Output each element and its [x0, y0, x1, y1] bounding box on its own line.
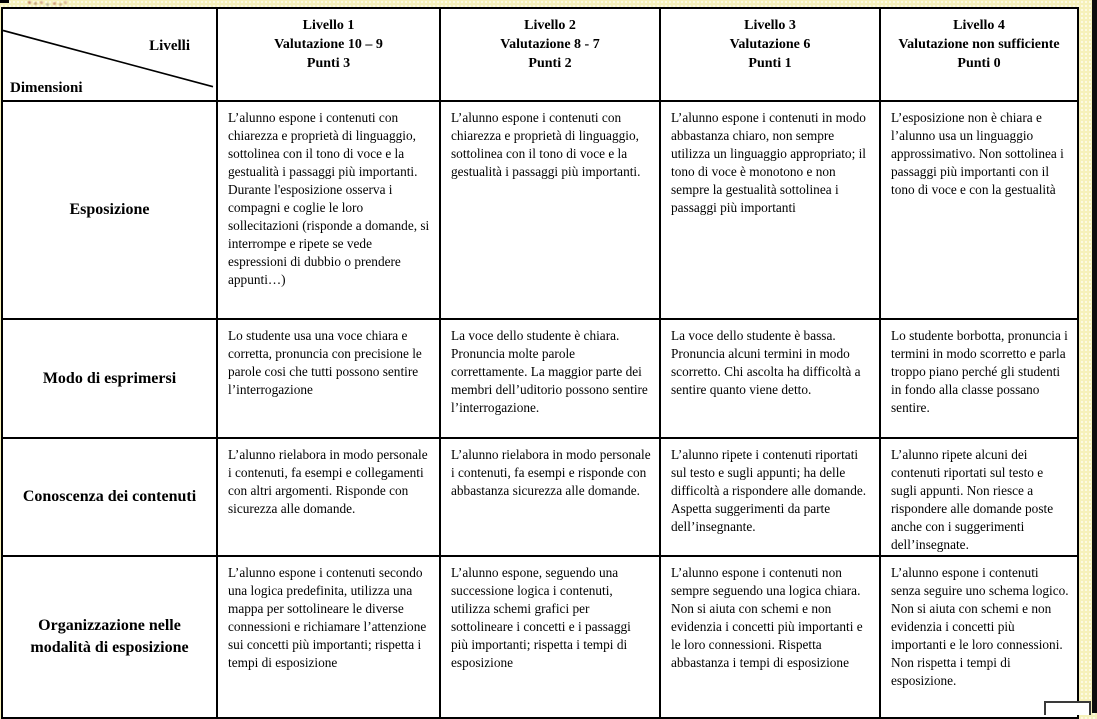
column-header-livello-2	[440, 8, 660, 101]
cell-esposizione-livello-3: L’alunno espone i contenuti in modo abbastanza chiaro, non sempre utilizza un linguaggio appropriato; il tono di voce è monotono e non sempre la gestualità sottolinea i passaggi più importanti	[660, 101, 880, 319]
page-corner-mark	[0, 0, 9, 3]
header-line: Punti 2	[528, 56, 572, 71]
cell-organizzazione-livello-4: L’alunno espone i contenuti senza seguire uno schema logico. Non si aiuta con schemi e non evidenzia i concetti più importanti e le loro connessioni. Non rispetta i tempi di esposizione.	[880, 556, 1078, 718]
header-line: Punti 3	[306, 56, 351, 71]
cell-organizzazione-livello-2: L’alunno espone, seguendo una successione logica i contenuti, utilizza schemi grafici per sottolineare i concetti e i passaggi più importanti; rispetta i tempi di esposizione	[440, 556, 660, 718]
cell-organizzazione-livello-3: L’alunno espone i contenuti non sempre seguendo una logica chiara. Non si aiuta con schemi e non evidenzia i concetti più importanti e le loro connessioni. Rispetta abbastanza i tempi di esposizione	[660, 556, 880, 718]
row-label-conoscenza: Conoscenza dei contenuti	[2, 438, 217, 556]
header-line: Punti 1	[748, 56, 792, 71]
cell-modo-livello-3: La voce dello studente è bassa. Pronuncia alcuni termini in modo scorretto. Chi ascolta ha difficoltà a sentire quanto viene detto.	[660, 319, 880, 438]
corner-label-dimensioni: Dimensioni	[10, 80, 83, 96]
header-line: Valutazione 10 – 9	[274, 37, 383, 52]
cell-modo-livello-1: Lo studente usa una voce chiara e corretta, pronuncia con precisione le parole cosi che tutti possono sentire l’interrogazione	[217, 319, 440, 438]
header-row	[2, 8, 1078, 101]
cell-conoscenza-livello-4: L’alunno ripete alcuni dei contenuti riportati sul testo e sugli appunti. Non riesce a rispondere alle domande poste anche con i suggerimenti dell’insegnate.	[880, 438, 1078, 556]
header-line: Livello 3	[744, 18, 796, 33]
table-row-modo-di-esprimersi	[2, 319, 1078, 438]
column-header-livello-1	[217, 8, 440, 101]
cell-modo-livello-4: Lo studente borbotta, pronuncia i termini in modo scorretto e parla troppo piano perché gli studenti in fondo alla classe possano sentire.	[880, 319, 1078, 438]
cell-conoscenza-livello-1: L’alunno rielabora in modo personale i contenuti, fa esempi e collegamenti con altri argomenti. Risponde con sicurezza alle domande.	[217, 438, 440, 556]
screen-right-edge	[1092, 0, 1097, 713]
cell-esposizione-livello-2: L’alunno espone i contenuti con chiarezza e proprietà di linguaggio, sottolinea con il tono di voce e la gestualità i passaggi più importanti.	[440, 101, 660, 319]
table-row-esposizione	[2, 101, 1078, 319]
header-line: Punti 0	[957, 56, 1001, 71]
page-edge-artifact	[28, 1, 31, 4]
header-line: Valutazione 6	[729, 37, 811, 52]
row-label-esposizione: Esposizione	[2, 101, 217, 319]
corner-cell	[2, 8, 217, 101]
corner-label-livelli: Livelli	[149, 38, 190, 54]
table-row-conoscenza	[2, 438, 1078, 556]
cell-esposizione-livello-1: L’alunno espone i contenuti con chiarezza e proprietà di linguaggio, sottolinea con il tono di voce e la gestualità i passaggi più importanti. Durante l'esposizione osserva i compagni e coglie le loro sollecitazioni (risponde a domande, si interrompe e ripete se vede espressioni di dubbio o prendere appunti…)	[217, 101, 440, 319]
cell-organizzazione-livello-1: L’alunno espone i contenuti secondo una logica predefinita, utilizza una mappa per sottolineare le diverse connessioni e richiamare l’attenzione sui concetti più importanti; rispetta i tempi di esposizione	[217, 556, 440, 718]
header-line: Livello 2	[524, 18, 576, 33]
column-header-livello-3	[660, 8, 880, 101]
cell-esposizione-livello-4: L’esposizione non è chiara e l’alunno usa un linguaggio approssimativo. Non sottolinea i passaggi più importanti con il tono di voce e con la gestualità	[880, 101, 1078, 319]
header-line: Valutazione 8 - 7	[500, 37, 600, 52]
header-line: Livello 1	[302, 18, 355, 33]
row-label-modo-di-esprimersi: Modo di esprimersi	[2, 319, 217, 438]
row-label-organizzazione: Organizzazione nelle modalità di esposizione	[2, 556, 217, 718]
cell-conoscenza-livello-3: L’alunno ripete i contenuti riportati sul testo e sugli appunti; ha delle difficoltà a rispondere alle domande. Aspetta suggerimenti da parte dell’insegnante.	[660, 438, 880, 556]
column-header-livello-4	[880, 8, 1078, 101]
header-line: Valutazione non sufficiente	[898, 37, 1060, 52]
cell-modo-livello-2: La voce dello studente è chiara. Pronuncia molte parole correttamente. La maggior parte dei membri dell’uditorio possono sentire l’interrogazione.	[440, 319, 660, 438]
cell-conoscenza-livello-2: L’alunno rielabora in modo personale i contenuti, fa esempi e risponde con abbastanza sicurezza alle domande.	[440, 438, 660, 556]
header-line: Livello 4	[953, 18, 1005, 33]
table-row-organizzazione	[2, 556, 1078, 718]
rubric-table	[1, 7, 1079, 719]
